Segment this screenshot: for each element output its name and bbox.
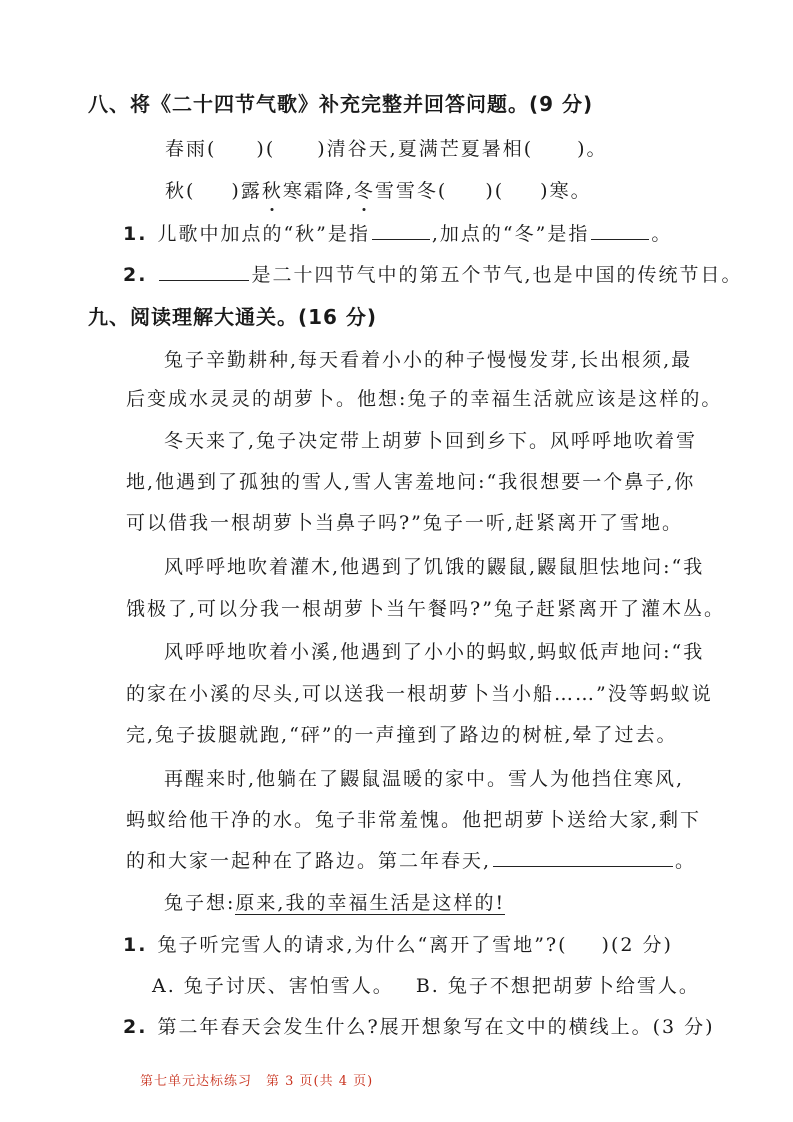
- passage-line: 再醒来时,他躺在了鼹鼠温暖的家中。雪人为他挡住寒风,: [164, 768, 685, 790]
- answer-blank[interactable]: [372, 238, 430, 240]
- option-a: A. 兔子讨厌、害怕雪人。: [152, 975, 394, 997]
- answer-blank[interactable]: [493, 865, 673, 867]
- section8-question-1: 1. 儿歌中加点的“秋”是指 ,加点的“冬”是指 。: [123, 223, 673, 245]
- passage-line: 后变成水灵灵的胡萝卜。他想:兔子的幸福生活就应该是这样的。: [126, 388, 723, 410]
- dotted-char-qiu: 秋: [262, 176, 283, 203]
- option-b: B. 兔子不想把胡萝卜给雪人。: [415, 975, 700, 997]
- section9-question-1: 1. 兔子听完雪人的请求,为什么“离开了雪地”?( )(2 分): [123, 934, 673, 956]
- passage-line: 冬天来了,兔子决定带上胡萝卜回到乡下。风呼呼地吹着雪: [164, 430, 698, 452]
- passage-line: 兔子辛勤耕种,每天看着小小的种子慢慢发芽,长出根须,最: [164, 349, 693, 371]
- dotted-char-dong: 冬: [354, 176, 375, 203]
- section9-question-1-options: [152, 971, 700, 998]
- passage-line: 风呼呼地吹着灌木,他遇到了饥饿的鼹鼠,鼹鼠胆怯地问:“我: [164, 556, 705, 578]
- verse-line-2: 秋( )露秋寒霜降,冬雪雪冬( )( )寒。: [165, 176, 592, 203]
- passage-line: 地,他遇到了孤独的雪人,雪人害羞地问:“我很想要一个鼻子,你: [126, 471, 696, 493]
- answer-blank[interactable]: [159, 279, 249, 281]
- section9-title: 九、阅读理解大通关。(16 分): [88, 305, 378, 329]
- answer-blank[interactable]: [591, 238, 649, 240]
- passage-line: 完,兔子拔腿就跑,“砰”的一声撞到了路边的树桩,晕了过去。: [126, 724, 678, 746]
- section8-title: 八、将《二十四节气歌》补充完整并回答问题。(9 分): [88, 92, 594, 116]
- passage-line: 饿极了,可以分我一根胡萝卜当午餐吗?”兔子赶紧离开了灌木丛。: [126, 598, 725, 620]
- passage-line: 风呼呼地吹着小溪,他遇到了小小的蚂蚁,蚂蚁低声地问:“我: [164, 641, 705, 663]
- page-footer: [140, 1070, 387, 1089]
- footer-unit: 第七单元达标练习: [140, 1074, 253, 1089]
- passage-line-with-blank: 的和大家一起种在了路边。第二年春天, 。: [126, 850, 697, 872]
- passage-line: 的家在小溪的尽头,可以送我一根胡萝卜当小船……”没等蚂蚁说: [126, 683, 713, 705]
- passage-line: 可以借我一根胡萝卜当鼻子吗?”兔子一听,赶紧离开了雪地。: [126, 512, 683, 534]
- verse-line-1: 春雨( )( )清谷天,夏满芒夏暑相( )。: [165, 138, 608, 160]
- passage-line: 蚂蚁给他干净的水。兔子非常羞愧。他把胡萝卜送给大家,剩下: [126, 809, 702, 831]
- rabbit-thought: 兔子想:原来,我的幸福生活是这样的!: [164, 892, 506, 914]
- underlined-sentence: 原来,我的幸福生活是这样的!: [235, 892, 506, 914]
- section8-question-2: 2. 是二十四节气中的第五个节气,也是中国的传统节日。: [123, 264, 743, 286]
- footer-page-number: 第 3 页(共 4 页): [266, 1074, 374, 1089]
- section9-question-2: 2. 第二年春天会发生什么?展开想象写在文中的横线上。(3 分): [123, 1016, 715, 1038]
